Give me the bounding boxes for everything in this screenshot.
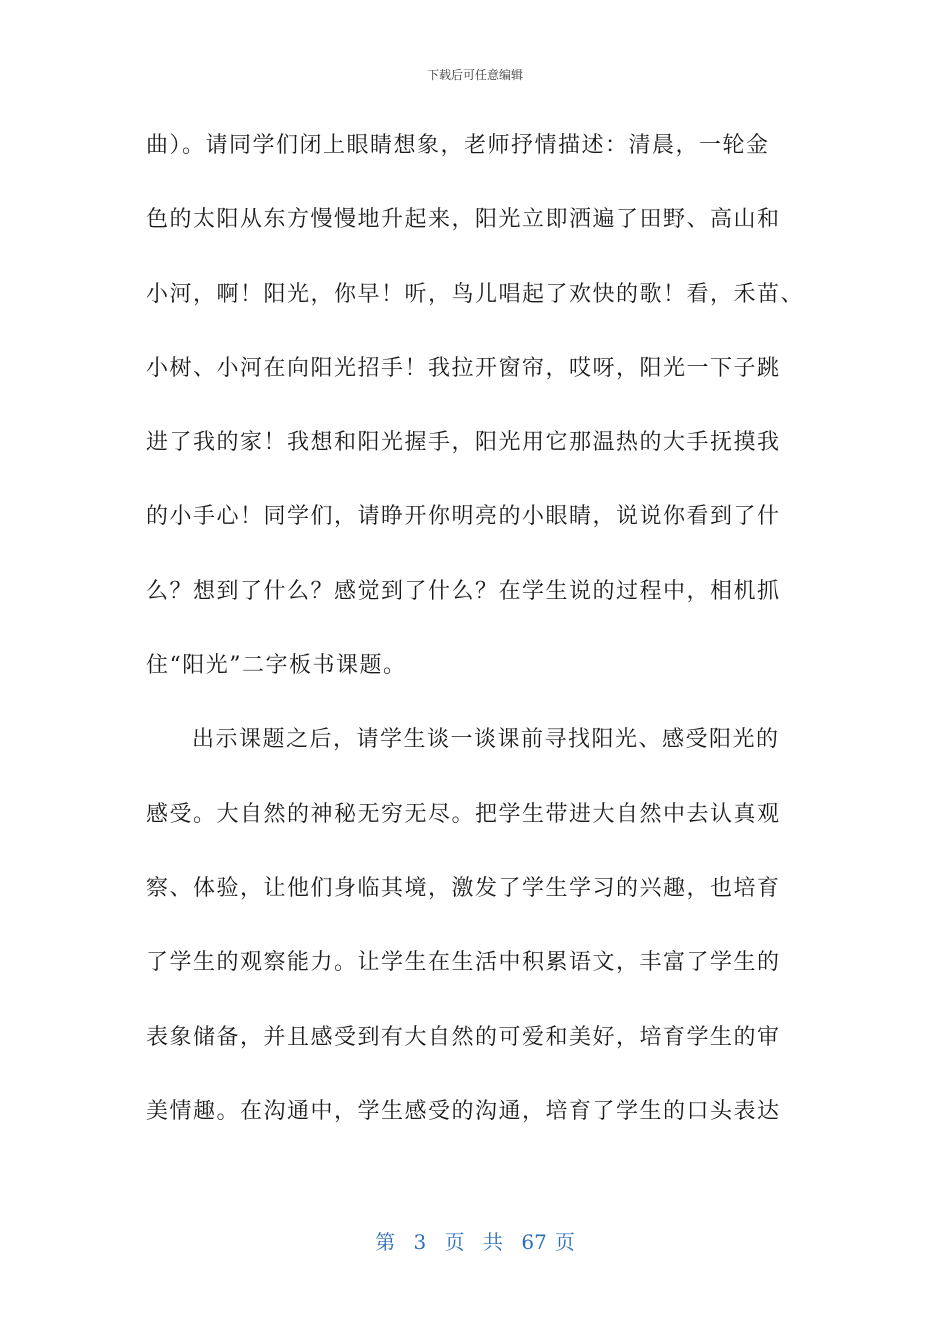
paragraph-1 — [146, 124, 806, 718]
footer-current-page: 3 — [413, 1230, 427, 1254]
footer-label-total: 共 — [483, 1230, 503, 1254]
text-line: 表象储备，并且感受到有大自然的可爱和美好，培育学生的审 — [146, 1024, 781, 1050]
footer-label-page: 第 — [375, 1230, 396, 1254]
text-line: 感受。大自然的神秘无穷无尽。把学生带进大自然中去认真观 — [146, 801, 781, 827]
text-line: 了学生的观察能力。让学生在生活中积累语文，丰富了学生的 — [146, 950, 781, 976]
footer-label-unit: 页 — [444, 1230, 465, 1254]
text-line: 进了我的家！我想和阳光握手，阳光用它那温热的大手抚摸我 — [146, 430, 781, 456]
document-body — [146, 124, 806, 1164]
paragraph-2 — [146, 718, 806, 1164]
page-header: 下载后可任意编辑 — [426, 68, 523, 82]
text-line: 美情趣。在沟通中，学生感受的沟通，培育了学生的口头表达 — [146, 1098, 781, 1124]
text-line: 小河，啊！阳光，你早！听，鸟儿唱起了欢快的歌！看，禾苗、 — [146, 281, 805, 307]
text-line: 小树、小河在向阳光招手！我拉开窗帘，哎呀，阳光一下子跳 — [146, 355, 781, 381]
text-line: 色的太阳从东方慢慢地升起来，阳光立即洒遍了田野、高山和 — [146, 207, 781, 233]
page-footer — [0, 1226, 950, 1255]
footer-total-pages: 67 — [521, 1230, 547, 1254]
text-line: 察、体验，让他们身临其境，激发了学生学习的兴趣，也培育 — [146, 875, 781, 901]
text-line: 么？想到了什么？感觉到了什么？在学生说的过程中，相机抓 — [146, 578, 781, 604]
text-line: 的小手心！同学们，请睁开你明亮的小眼睛，说说你看到了什 — [146, 504, 781, 530]
text-line: 住“阳光”二字板书课题。 — [146, 653, 407, 679]
text-line: 出示课题之后，请学生谈一谈课前寻找阳光、感受阳光的 — [192, 727, 780, 753]
footer-label-unit-2: 页 — [554, 1230, 575, 1254]
text-line: 曲）。请同学们闭上眼睛想象，老师抒情描述：清晨，一轮金 — [146, 133, 770, 158]
